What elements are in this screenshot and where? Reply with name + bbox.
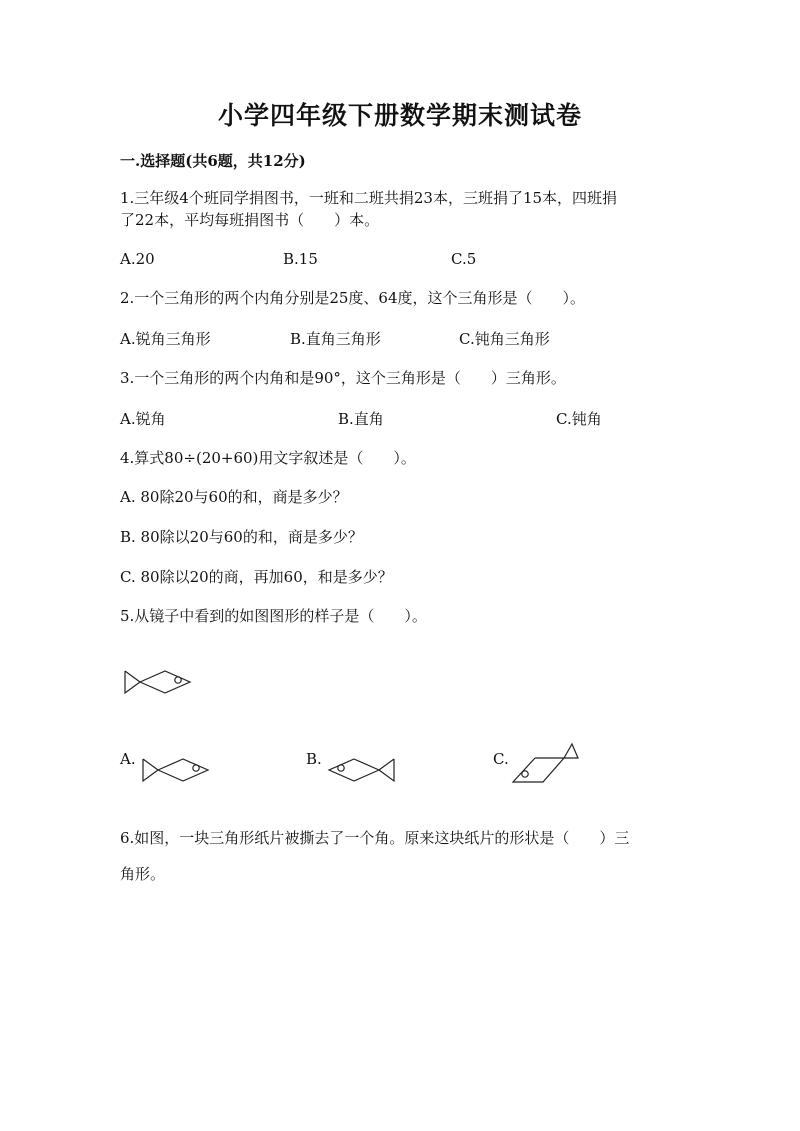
- q4-option-c: C. 80除以20的商，再加60，和是多少？: [120, 568, 393, 586]
- q5-text: 5.从镜子中看到的如图图形的样子是（ ）。: [120, 607, 427, 625]
- q3-option-b: B.直角: [338, 410, 384, 428]
- q4-text: 4.算式80÷(20+60)用文字叙述是（ ）。: [120, 449, 416, 467]
- q4-option-a: A. 80除20与60的和，商是多少？: [120, 488, 348, 506]
- fish-figure-option-a: [138, 752, 213, 788]
- q4-option-b: B. 80除以20与60的和，商是多少？: [120, 528, 363, 546]
- q2-option-b: B.直角三角形: [290, 330, 381, 348]
- q1-text-line2: 了22本，平均每班捐图书（ ）本。: [120, 211, 380, 229]
- q1-option-c: C.5: [451, 250, 477, 268]
- q1-option-b: B.15: [283, 250, 318, 268]
- q1-option-a: A.20: [120, 250, 155, 268]
- q3-text: 3.一个三角形的两个内角和是90°，这个三角形是（ ）三角形。: [120, 369, 566, 387]
- fish-figure-option-b: [324, 752, 399, 788]
- q5-option-a: A.: [120, 750, 136, 768]
- fish-figure-original: [120, 664, 195, 700]
- q2-text: 2.一个三角形的两个内角分别是25度、64度，这个三角形是（ ）。: [120, 289, 585, 307]
- q2-option-a: A.锐角三角形: [120, 330, 211, 348]
- q3-option-c: C.钝角: [556, 410, 602, 428]
- q6-text-line2: 角形。: [120, 865, 166, 883]
- q3-option-a: A.锐角: [120, 410, 166, 428]
- q2-option-c: C.钝角三角形: [459, 330, 550, 348]
- q1-text-line1: 1.三年级4个班同学捐图书，一班和二班共捐23本，三班捐了15本，四班捐: [120, 189, 618, 207]
- q5-option-b: B.: [306, 750, 322, 768]
- q5-option-c: C.: [493, 750, 509, 768]
- q6-text-line1: 6.如图，一块三角形纸片被撕去了一个角。原来这块纸片的形状是（ ）三: [120, 829, 630, 847]
- section-heading: 一.选择题(共6题，共12分): [120, 152, 306, 170]
- page-title: 小学四年级下册数学期末测试卷: [217, 101, 582, 130]
- fish-figure-option-c: [510, 740, 585, 788]
